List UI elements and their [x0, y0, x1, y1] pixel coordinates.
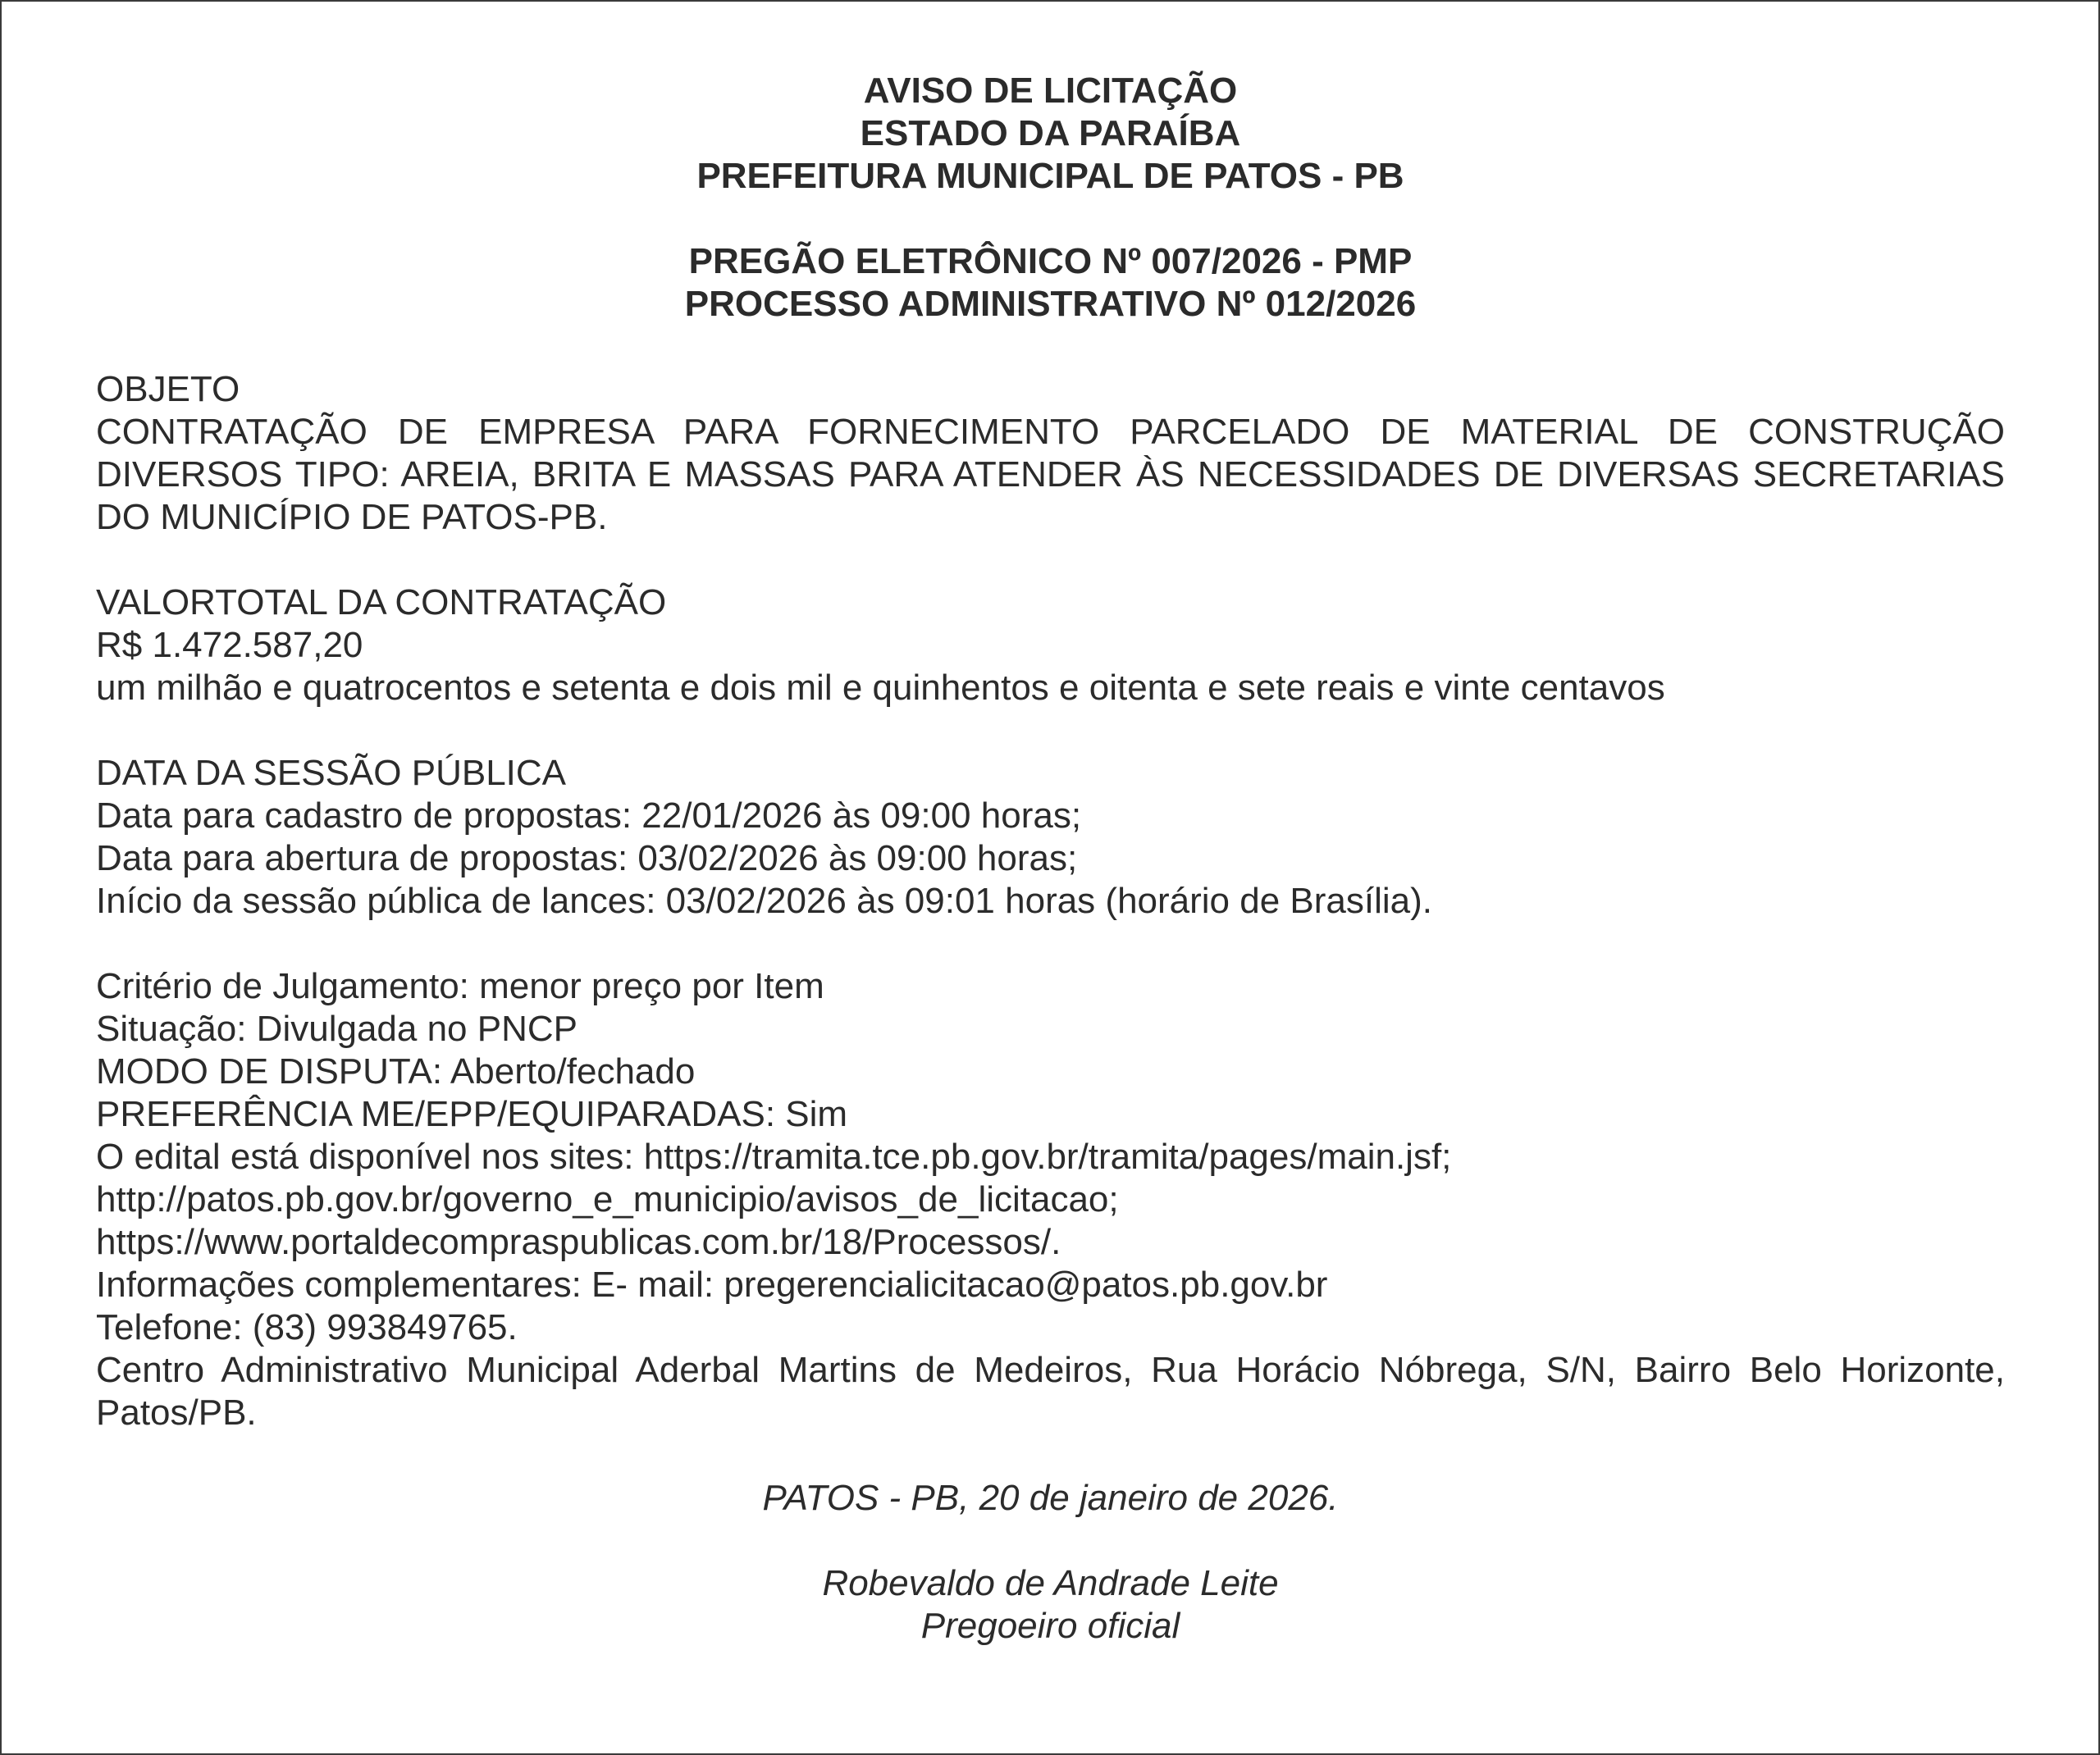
- valor-extenso: um milhão e quatrocentos e setenta e dois mil e quinhentos e oitenta e sete reais e vinte centavos: [96, 668, 1665, 708]
- signer-name: Robevaldo de Andrade Leite: [822, 1563, 1279, 1603]
- address: Centro Administrativo Municipal Aderbal Martins de Medeiros, Rua Horácio Nóbrega, S/N, Bairro Belo Horizonte, Patos/PB.: [96, 1350, 2005, 1433]
- objeto-text: CONTRATAÇÃO DE EMPRESA PARA FORNECIMENTO PARCELADO DE MATERIAL DE CONSTRUÇÃO DIVERSOS TIPO: AREIA, BRITA E MASSAS PARA ATENDER ÀS NECESSIDADES DE DIVERSAS SECRETARIAS DO MUNICÍPIO DE PATOS-PB.: [96, 412, 2005, 537]
- sessao-inicio: Início da sessão pública de lances: 03/02/2026 às 09:01 horas (horário de Brasília).: [96, 881, 1433, 921]
- notice-title: AVISO DE LICITAÇÃO: [863, 71, 1238, 111]
- sessao-heading: DATA DA SESSÃO PÚBLICA: [96, 753, 567, 793]
- processo-number: PROCESSO ADMINISTRATIVO Nº 012/2026: [684, 284, 1417, 324]
- situacao: Situação: Divulgada no PNCP: [96, 1009, 578, 1049]
- signer-role: Pregoeiro oficial: [920, 1606, 1180, 1646]
- edital-sites: O edital está disponível nos sites: https://tramita.tce.pb.gov.br/tramita/pages/main.jsf;: [96, 1137, 1452, 1177]
- preferencia: PREFERÊNCIA ME/EPP/EQUIPARADAS: Sim: [96, 1094, 848, 1134]
- valor-heading: VALORTOTAL DA CONTRATAÇÃO: [96, 582, 667, 622]
- edital-link-portal: https://www.portaldecompraspublicas.com.br/18/Processos/.: [96, 1222, 1061, 1262]
- sessao-abertura: Data para abertura de propostas: 03/02/2026 às 09:00 horas;: [96, 838, 1078, 878]
- modo-disputa: MODO DE DISPUTA: Aberto/fechado: [96, 1051, 696, 1092]
- info-telefone: Telefone: (83) 993849765.: [96, 1307, 518, 1347]
- city-hall-name: PREFEITURA MUNICIPAL DE PATOS - PB: [696, 156, 1404, 196]
- valor-amount: R$ 1.472.587,20: [96, 625, 363, 665]
- pregao-number: PREGÃO ELETRÔNICO Nº 007/2026 - PMP: [688, 241, 1413, 281]
- edital-link-patos: http://patos.pb.gov.br/governo_e_municipio/avisos_de_licitacao;: [96, 1179, 1119, 1219]
- place-date: PATOS - PB, 20 de janeiro de 2026.: [762, 1478, 1339, 1518]
- criterio-julgamento: Critério de Julgamento: menor preço por Item: [96, 966, 824, 1006]
- notice-document: [96, 70, 2005, 1648]
- info-email: Informações complementares: E- mail: pregerencialicitacao@patos.pb.gov.br: [96, 1265, 1328, 1305]
- state-name: ESTADO DA PARAÍBA: [860, 113, 1241, 153]
- sessao-cadastro: Data para cadastro de propostas: 22/01/2026 às 09:00 horas;: [96, 795, 1082, 836]
- objeto-heading: OBJETO: [96, 369, 240, 409]
